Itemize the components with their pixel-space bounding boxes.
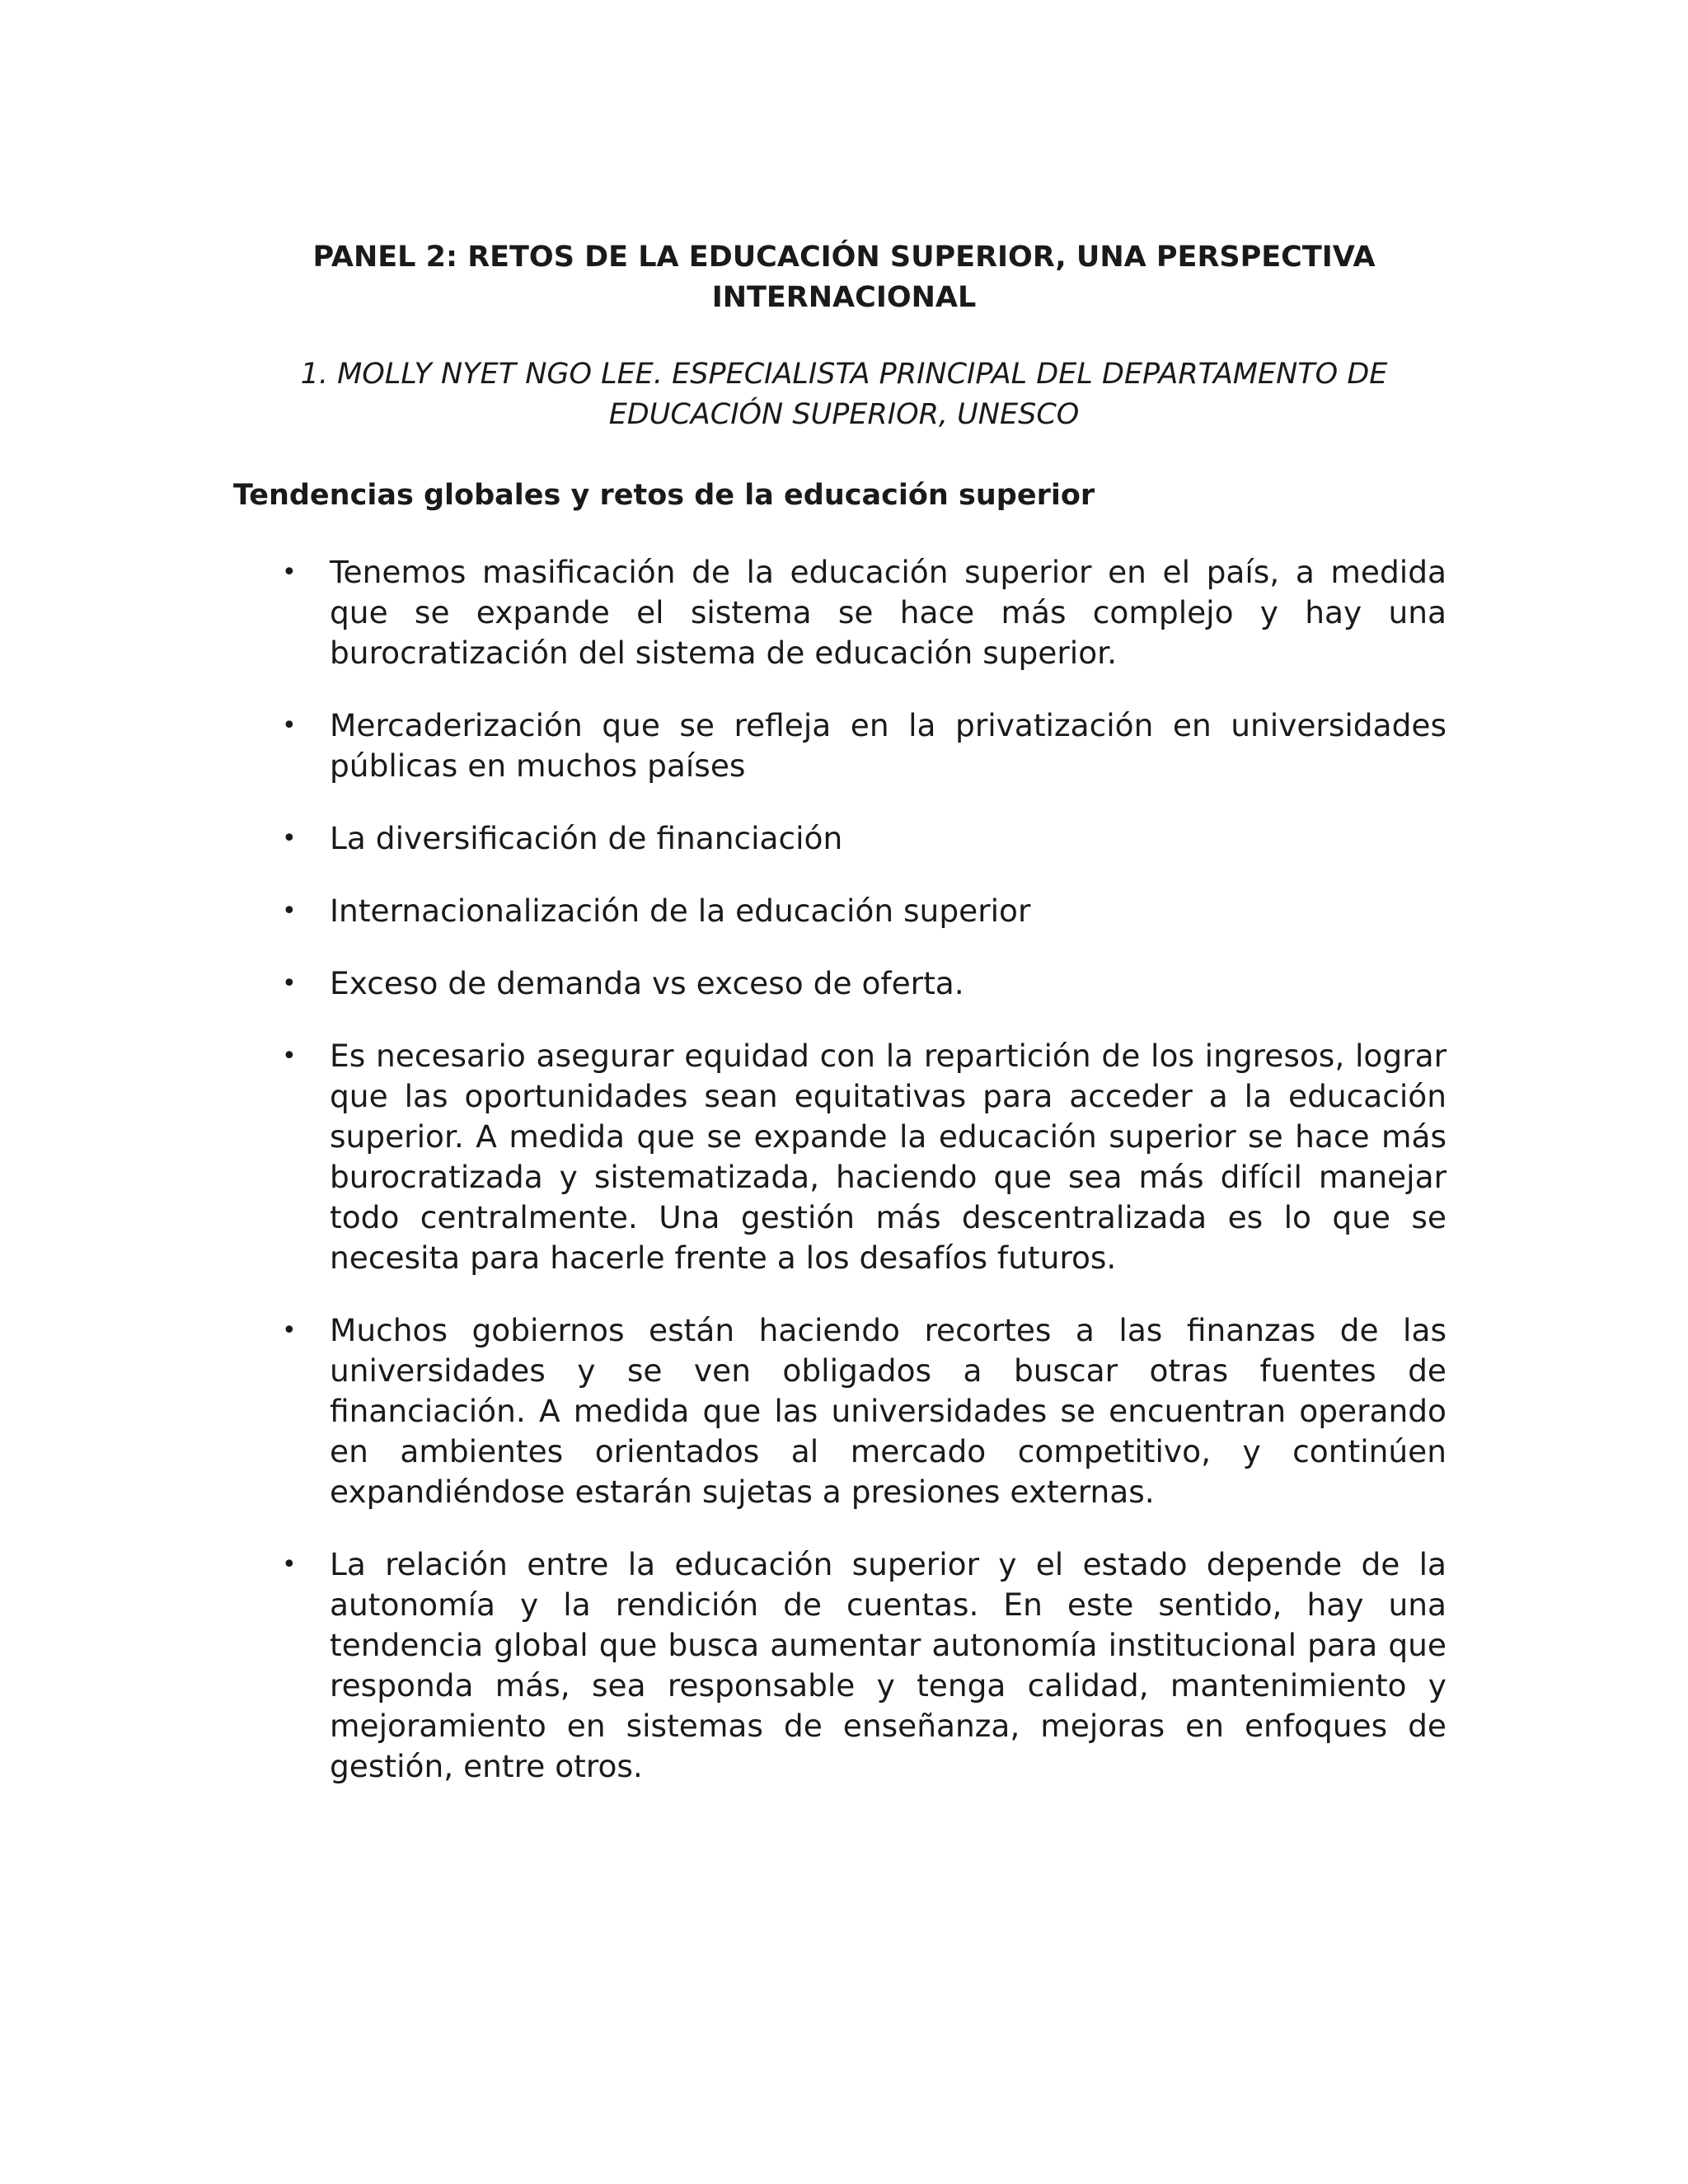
bullet-icon: • — [282, 558, 297, 587]
list-item-text: La relación entre la educación superior y el estado depende de la autonomía y la rendición de cuentas. En este sentido, hay una tendencia global que busca aumentar autonomía institucional para que responda más, sea responsable y tenga calidad, mantenimiento y mejoramiento en sistemas de enseñanza, mejoras en enfoques de gestión, entre otros. — [330, 1546, 1447, 1784]
list-item-text: Internacionalización de la educación superior — [330, 893, 1031, 929]
bullet-icon: • — [282, 711, 297, 740]
bullet-icon: • — [282, 1042, 297, 1071]
list-item — [280, 818, 1447, 859]
list-item-text: Tenemos masificación de la educación superior en el país, a medida que se expande el sistema se hace más complejo y hay una burocratización del sistema de educación superior. — [330, 554, 1447, 671]
list-item-text: Mercaderización que se refleja en la privatización en universidades públicas en muchos países — [330, 707, 1447, 784]
bullet-icon: • — [282, 897, 297, 926]
bullet-icon: • — [282, 824, 297, 853]
list-item — [280, 1310, 1447, 1512]
bullet-icon: • — [282, 969, 297, 998]
section-heading: Tendencias globales y retos de la educación superior — [233, 479, 1095, 512]
list-item — [280, 552, 1447, 673]
bullet-icon: • — [282, 1550, 297, 1579]
list-item — [280, 1544, 1447, 1787]
list-item-text: Muchos gobiernos están haciendo recortes a las finanzas de las universidades y se ven obligados a buscar otras fuentes de financiación. A medida que las universidades se encuentran operando en ambientes orientados al mercado competitivo, y continúen expandiéndose estarán sujetas a presiones externas. — [330, 1312, 1447, 1510]
page-title: PANEL 2: RETOS DE LA EDUCACIÓN SUPERIOR, UNA PERSPECTIVA INTERNACIONAL — [312, 241, 1376, 314]
list-item-text: Exceso de demanda vs exceso de oferta. — [330, 965, 964, 1001]
speaker-subtitle: 1. MOLLY NYET NGO LEE. ESPECIALISTA PRINCIPAL DEL DEPARTAMENTO DE EDUCACIÓN SUPERIOR, UNESCO — [300, 358, 1388, 431]
list-item — [280, 963, 1447, 1004]
list-item — [280, 705, 1447, 786]
bullet-list — [280, 552, 1447, 1819]
list-item — [280, 891, 1447, 931]
list-item-text: La diversificación de financiación — [330, 820, 843, 856]
list-item — [280, 1036, 1447, 1278]
list-item-text: Es necesario asegurar equidad con la repartición de los ingresos, lograr que las oportunidades sean equitativas para acceder a la educación superior. A medida que se expande la educación superior se hace más burocratizada y sistematizada, haciendo que sea más difícil manejar todo centralmente. Una gestión más descentralizada es lo que se necesita para hacerle frente a los desafíos futuros. — [330, 1038, 1447, 1276]
bullet-icon: • — [282, 1316, 297, 1345]
